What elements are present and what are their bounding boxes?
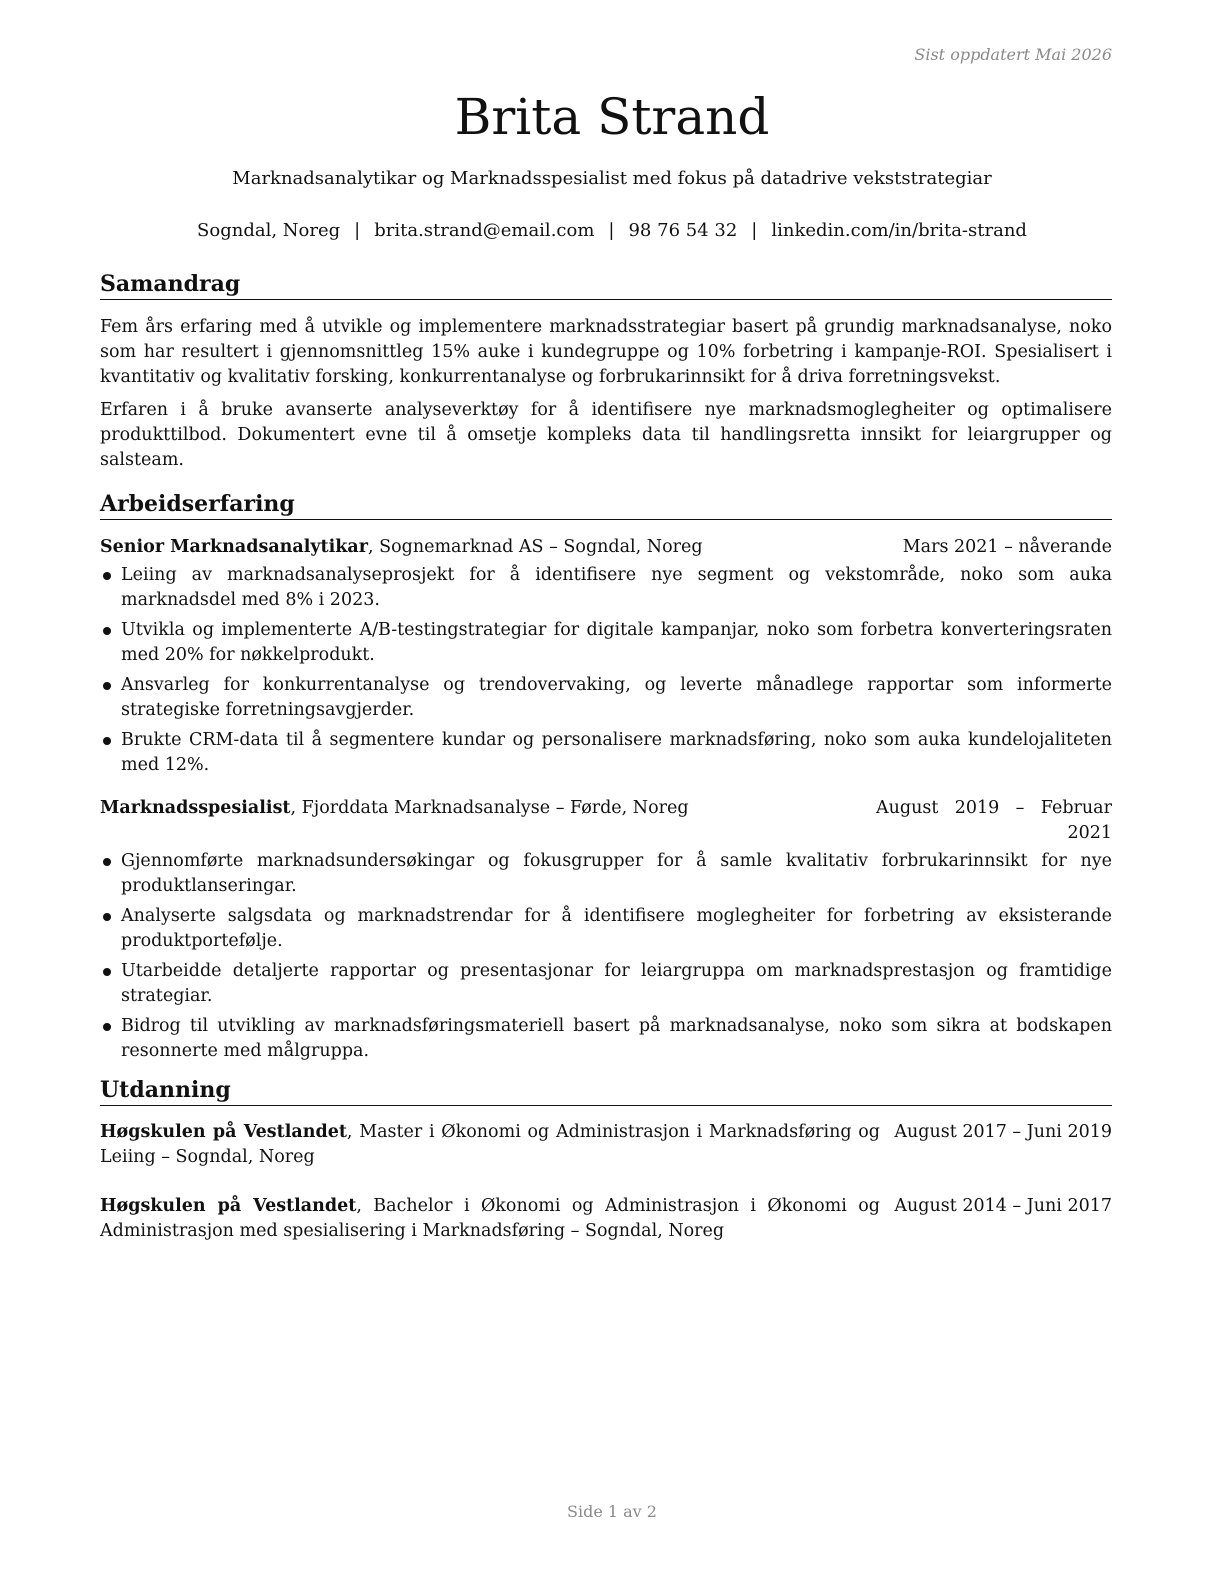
job-role: Senior Marknadsanalytikar — [100, 537, 368, 557]
job-bullets — [100, 849, 1112, 1064]
bullet-icon — [103, 682, 111, 690]
bullet-text: Leiing av marknadsanalyseprosjekt for å identifisere nye segment og vekstområde, noko som auka marknadsdel med 8% i 2023. — [121, 565, 1112, 610]
bullet-icon — [103, 627, 111, 635]
bullet-icon — [103, 1023, 111, 1031]
education-entry — [100, 1194, 1112, 1244]
job-role: Marknadsspesialist — [100, 798, 291, 818]
contact-phone[interactable]: 98 76 54 32 — [628, 220, 738, 241]
job-entry — [100, 796, 1112, 1064]
job-header — [100, 535, 1112, 560]
job-entry — [100, 535, 1112, 778]
bullet-text: Ansvarleg for konkurrentanalyse og trendovervaking, og leverte månadlege rapportar som informerte strategiske forretningsavgjerder. — [121, 675, 1112, 720]
education-school: Høgskulen på Vestlandet — [100, 1122, 347, 1142]
job-dates: Mars 2021 – nåverande — [902, 537, 1112, 557]
bullet-icon — [103, 858, 111, 866]
contact-line — [0, 220, 1224, 241]
summary-paragraph: Erfaren i å bruke avanserte analyseverktøy for å identifisere nye marknadsmoglegheiter og optimalisere produkttilbod. Dokumentert evne til å omsetje kompleks data til handlingsretta innsikt for leiargrupper og salsteam. — [100, 400, 1112, 470]
section-title-experience: Arbeidserfaring — [100, 490, 1112, 520]
bullet-text: Utvikla og implementerte A/B-testingstrategiar for digitale kampanjar, noko som forbetra konverteringsraten med 20% for nøkkelprodukt. — [121, 620, 1112, 665]
job-dates: August 2019 – Februar 2021 — [876, 798, 1112, 843]
contact-separator: | — [608, 220, 615, 241]
education-detail: , Bachelor i Økonomi og Administrasjon i Økonomi og Administrasjon med spesialisering i Marknadsføring – Sogndal, Noreg — [100, 1196, 880, 1241]
candidate-name: Brita Strand — [454, 88, 770, 146]
education-dates: August 2017 – Juni 2019 — [894, 1122, 1112, 1142]
section-title-education: Utdanning — [100, 1076, 1112, 1106]
last-updated: Sist oppdatert Mai 2026 — [914, 45, 1112, 64]
education-detail: , Master i Økonomi og Administrasjon i Marknadsføring og Leiing – Sogndal, Noreg — [100, 1122, 880, 1167]
bullet-item — [100, 618, 1112, 668]
bullet-text: Analyserte salgsdata og marknadstrendar for å identifisere moglegheiter for forbetring av eksisterande produktportefølje. — [121, 906, 1112, 951]
bullet-icon — [103, 737, 111, 745]
bullet-icon — [103, 913, 111, 921]
job-header — [100, 796, 1112, 846]
bullet-icon — [103, 968, 111, 976]
education-school: Høgskulen på Vestlandet — [100, 1196, 357, 1216]
page-number: Side 1 av 2 — [567, 1502, 657, 1521]
bullet-text: Brukte CRM-data til å segmentere kundar og personalisere marknadsføring, noko som auka kundelojaliteten med 12%. — [121, 730, 1112, 775]
job-company: , Sognemarknad AS – Sogndal, Noreg — [367, 537, 703, 557]
contact-email[interactable]: brita.strand@email.com — [374, 220, 595, 241]
bullet-item — [100, 673, 1112, 723]
bullet-item — [100, 849, 1112, 899]
bullet-text: Utarbeidde detaljerte rapportar og presentasjonar for leiargruppa om marknadsprestasjon og framtidige strategiar. — [121, 961, 1112, 1006]
bullet-item — [100, 1014, 1112, 1064]
tagline: Marknadsanalytikar og Marknadsspesialist med fokus på datadrive vekststrategiar — [232, 168, 992, 189]
contact-linkedin[interactable]: linkedin.com/in/brita-strand — [771, 220, 1027, 241]
job-bullets — [100, 563, 1112, 778]
education-dates: August 2014 – Juni 2017 — [894, 1196, 1112, 1216]
bullet-text: Bidrog til utvikling av marknadsføringsmateriell basert på marknadsanalyse, noko som sikra at bodskapen resonnerte med målgruppa. — [121, 1016, 1112, 1061]
contact-location: Sogndal, Noreg — [197, 220, 341, 241]
job-company: , Fjorddata Marknadsanalyse – Førde, Noreg — [290, 798, 689, 818]
resume-content — [100, 270, 1112, 1244]
section-title-summary: Samandrag — [100, 270, 1112, 300]
bullet-item — [100, 904, 1112, 954]
bullet-item — [100, 959, 1112, 1009]
education-entry — [100, 1120, 1112, 1170]
bullet-text: Gjennomførte marknadsundersøkingar og fokusgrupper for å samle kvalitativ forbrukarinnsikt for nye produktlanseringar. — [121, 851, 1112, 896]
bullet-icon — [103, 572, 111, 580]
contact-separator: | — [354, 220, 361, 241]
bullet-item — [100, 563, 1112, 613]
summary-paragraph: Fem års erfaring med å utvikle og implementere marknadsstrategiar basert på grundig marknadsanalyse, noko som har resultert i gjennomsnittleg 15% auke i kundegruppe og 10% forbetring i kampanje-ROI. Spesialisert i kvantitativ og kvalitativ forsking, konkurrentanalyse og forbrukarinnsikt for å driva forretningsvekst. — [100, 317, 1112, 387]
bullet-item — [100, 728, 1112, 778]
contact-separator: | — [751, 220, 758, 241]
